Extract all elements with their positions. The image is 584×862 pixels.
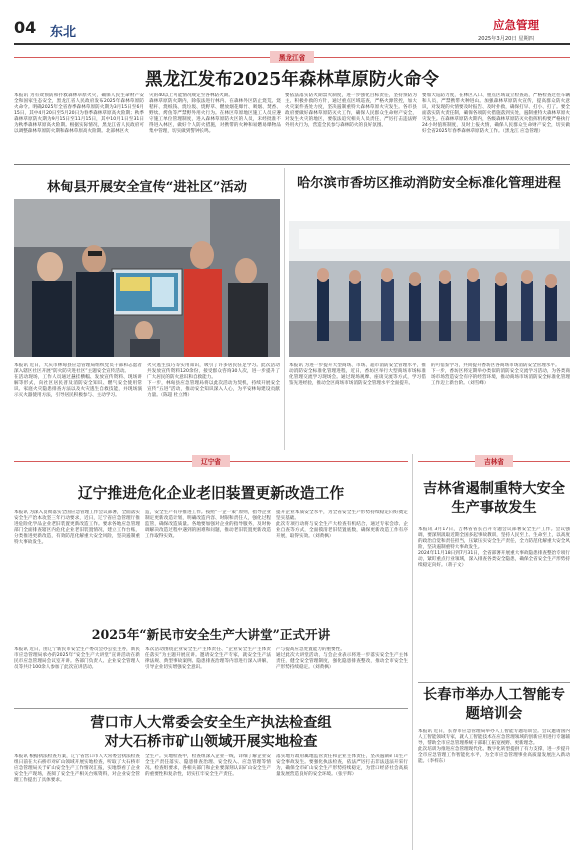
article-text: 本报讯 近日，由辽宁新民市安全生产委员会办公室主办，新民市应急管理局承办的2025年“安全生产大讲堂”宣讲活动在新民市应急管理局会议室开讲。各部门负责人、企业安全管理人员等共计100余人参加了此次宣讲活动。 (14, 647, 140, 671)
headline-yingkou-line2: 对大石桥市矿山领域开展实地检查 (104, 734, 318, 750)
headline-xinmin-lecture: 2025年“新民市安全生产大讲堂”正式开讲 (91, 627, 331, 642)
province-tag-heilongjiang: 黑龙江省 (14, 50, 570, 64)
page-number: 04 (14, 18, 37, 37)
article-text: 全生产。实地检查中，检查组深入企业一线，详细了解企业安全生产责任落实、隐患排查治理、安全投入、应急管理等情况。检查组要求，各相关部门和企业要深刻认识矿山安全生产的重要性和复杂性，切实扛牢安全生产责任。 (145, 754, 271, 778)
article-text: 造，安全生产有序推进工作。按照“一企一策”原则，指导企业制定更新改造计划，明确改造内容、时限和责任人，强化过程监管，确保改造质量。各地要加强对企业的指导服务，及时协调解决改造过程中遇到的困难和问题，推动老旧装置更新改造工作取得实效。 (145, 510, 271, 540)
article-text: 本报讯 根据执法检查方案，辽宁省营口市人大常委会执法检查组日前在大石桥市对矿山领域开展实地检查，听取了大石桥市应急管理局关于矿山安全生产工作情况汇报，实地察看了企业安全生产现场，查阅了安全生产相关台账资料，对企业安全管理工作提出了具体要求。 (14, 754, 140, 784)
issue-date: 2025年3月20日 星期四 (478, 36, 534, 42)
column-divider (412, 454, 413, 850)
article-text: 本报讯 近日，大庆市林甸县应急管理局组织党员干部和志愿者深入辖区社区开展“防火防灾进社区”主题安全宣传活动。 在活动现场，工作人员通过悬挂横幅、发放宣传资料、现场讲解等形式，向社区居民普及消防安全知识、燃气安全使用常识、家庭火灾隐患排查方法以及火灾逃生自救技能，并现场演示灭火器使用方法，引导居民积极参与、主动学习。 (14, 363, 142, 399)
headline-heilongjiang: 黑龙江发布2025年森林草原防火命令 (145, 70, 439, 90)
article-text: 火灾逃生技巧等实用知识，吸引了许多居民驻足学习。此次活动共发放宣传资料120余份，接受群众咨询30人次，进一步提升了广大居民的防火意识和自救能力。 下一步，林甸县应急管理局将以此次活动为契机，持续开展安全宣传“五进”活动，推动安全知识深入人心，为平安林甸建设贡献力量。（陈超 杜立博） (147, 363, 280, 399)
article-text: 要加大巡防力度，在林区入口、重点区域设立检查站，严格检查过往车辆和人员，严禁携带火种进山。加强森林草原防火宣传，提高群众防火意识，对发现的火情要及时报告、及时扑救，确保打早、打小、打了。要全面落实防火责任制，确保各项防火措施落到实处，遏制重特大森林草原火灾发生。在森林草原防火期内，各级森林草原防灭火指挥机构要严格执行24小时值班制度，及时上报火情，确保人民群众生命财产安全，切实做好全省2025年春季森林草原防火工作。（黑龙江 应急管理） (422, 93, 570, 135)
article-text: 灾的40以上可能情况规定至各林防火期。 森林草原防火期内，除依法进行林内、在森林外区防止烧荒、烧秸秆、烧纸钱、烧垃圾、烧野草、燃放烟花爆竹、吸烟、焚香、野炊、烤鱼等严禁野外用火行为。在林区草原地区施工人员应遵守施工单位管理制度，进入森林草原防火区的人员，未经批准不得进入林区，做好个人防火措施，对携带的火种和易燃易爆物品集中管理，切实做到警钟长鸣。 (149, 93, 281, 135)
headline-harbin: 哈尔滨市香坊区推动消防安全标准化管理进程 (297, 176, 561, 191)
article-text: 本报讯 为深入贯彻落实全国应急管理工作会议部署，全面落实安全生产治本攻坚三年行动要求，近日，辽宁省应急管理厅推进危险化学品企业老旧装置更新改造工作。要求各地应急管理部门全面排查辖区内危化企业老旧装置情况，建立工作台账，分类推进更新改造，有效防范化解重大安全风险，坚决遏制重特大事故发生。 (14, 510, 140, 546)
article-text: 提升企业本质安全水平，为全省安全生产形势持续稳定向好奠定坚实基础。 此次专项行动将与安全生产大检查有机结合，通过专家会诊、企业自查等方式，全面摸清老旧装置底数，确保更新改造工作有序开展，取得实效。（刘黄枫） (276, 510, 408, 540)
column-divider (284, 168, 285, 450)
section-divider (418, 682, 570, 683)
header-rule (14, 43, 570, 45)
section-divider (14, 708, 408, 709)
province-tag-liaoning: 辽宁省 (14, 454, 408, 468)
article-text: 本报讯 近日，长春市应急管理局举办人工智能专题培训会。会议邀请国内人工智能领域专家，就人工智能技术在应急管理领域的创新应用进行专题辅导，帮助全市应急管理系统干部职工拓宽视野、更新理念。 此次培训为推进应急管理现代化、数字化转型提供了有力支撑，进一步提升全市应急管理工作智能化水平，为全市应急管理事业高质量发展注入新动能。（李梓东） (418, 729, 570, 765)
province-tag-jilin: 吉林省 (418, 454, 570, 468)
headline-yingkou-line1: 营口市人大常委会安全生产执法检查组 (90, 715, 332, 731)
headline-lindian: 林甸县开展安全宣传“进社区”活动 (47, 180, 247, 195)
section-title: 应急管理 (493, 18, 539, 32)
article-text: 产与提高应急处置能力的重要性。 通过此次大讲堂活动，与会企业表示将进一步落实安全生产主体责任，健全安全管理制度，强化隐患排查整改，推动全市安全生产形势持续稳定。（刘黄枫） (276, 647, 408, 671)
article-text: 本报讯 为进一步提升大型商场、市场、超市消防安全管理水平，推动消防安全标准化管理进程，近日，香坊区举行大型商场市场标准化管理交流学习现场会。通过现场观摩、座谈交流等方式，学习借鉴先进经验，推动全区商场市场消防安全管理水平全面提升。 (289, 363, 426, 387)
headline-liaoning-hazchem: 辽宁推进危化企业老旧装置更新改造工作 (77, 485, 345, 502)
photo-fire-safety-meeting (289, 221, 570, 357)
article-text: 本报讯 为有效预防和扑救森林草原火灾，确保人民生命财产安全和国家生态安全，黑龙江省人民政府发布2025年森林草原防火命令。明确2025年全省春季森林草原防火期为3月15日至6月15日，其中4月20日至5月20日为春季森林草原高火险期；秋季森林草原防火期为9月15日至11月15日，其中10月1日至31日为秋季森林草原高火险期。根据实际情况，黑龙江省人民政府可以调整森林草原防火期和森林草原高火险期。北部林区火 (14, 93, 144, 135)
photo-community-outreach (14, 199, 280, 357)
article-text: 本报讯 3月17日，吉林省省长召开专题会议部署安全生产工作。会议强调，要深刻汲取近期全国多起事故教训，坚持人民至上、生命至上，以高度的政治自觉和责任担当，压紧压实安全生产责任，全力防范化解重大安全风险，坚决遏制重特大事故发生。 2024年11月18日到7月31日，全省部署开展重大事故隐患排查整治专项行动，紧盯重点行业领域，深入排查各类安全隐患，确保全省安全生产形势持续稳定向好。（蒋子文） (418, 527, 570, 569)
article-text: 的可借鉴学习，共同提升香坊区各商场市场消防安全管理水平。 下一步，香坊区将定期举办类似的消防安全交流学习活动，为各类商场市场营造安全有序的经营环境，推动商场市场消防安全标准化管理工作迈上新台阶。（刘雪峰） (431, 363, 570, 387)
region-label: 东北 (50, 25, 77, 40)
article-text: 落实地方政府属地监管责任和企业主体责任，坚决遏制矿山生产安全事故发生。要强化执法检查，依法严厉打击非法违法开采行为，确保全市矿山安全生产形势持续稳定，为营口经济社会高质量发展营造良好的安全环境。（张宇辉） (276, 754, 408, 778)
article-text: 要依法落实防火期禁火制度，进一步强化目标责任，坚持预防为主、积极扑救的方针，通过重点区域巡查，严格火源管控，加大火灾案件查处力度，坚决遏制重特大森林草原火灾发生。各市县政府要做好森林草原防灭火工作，确保人民群众生命财产安全，对发生火灾的地区，要依法追究相关人员责任，严厉打击违法野外用火行为，营造全民参与森林防火的良好氛围。 (285, 93, 417, 129)
article-text: 本次活动围绕企业安全生产主体责任、“企业安全生产主体责任落实”为主题开展宣讲。邀请安全生产专家，就安全生产法律法规、典型事故案例、隐患排查治理等内容进行深入讲解，引导企业切实增强安全意识。 (145, 647, 271, 671)
headline-changchun-ai: 长春市举办人工智能专题培训会 (423, 687, 565, 722)
headline-jilin: 吉林省遏制重特大安全生产事故发生 (423, 481, 565, 516)
section-divider (14, 164, 570, 165)
